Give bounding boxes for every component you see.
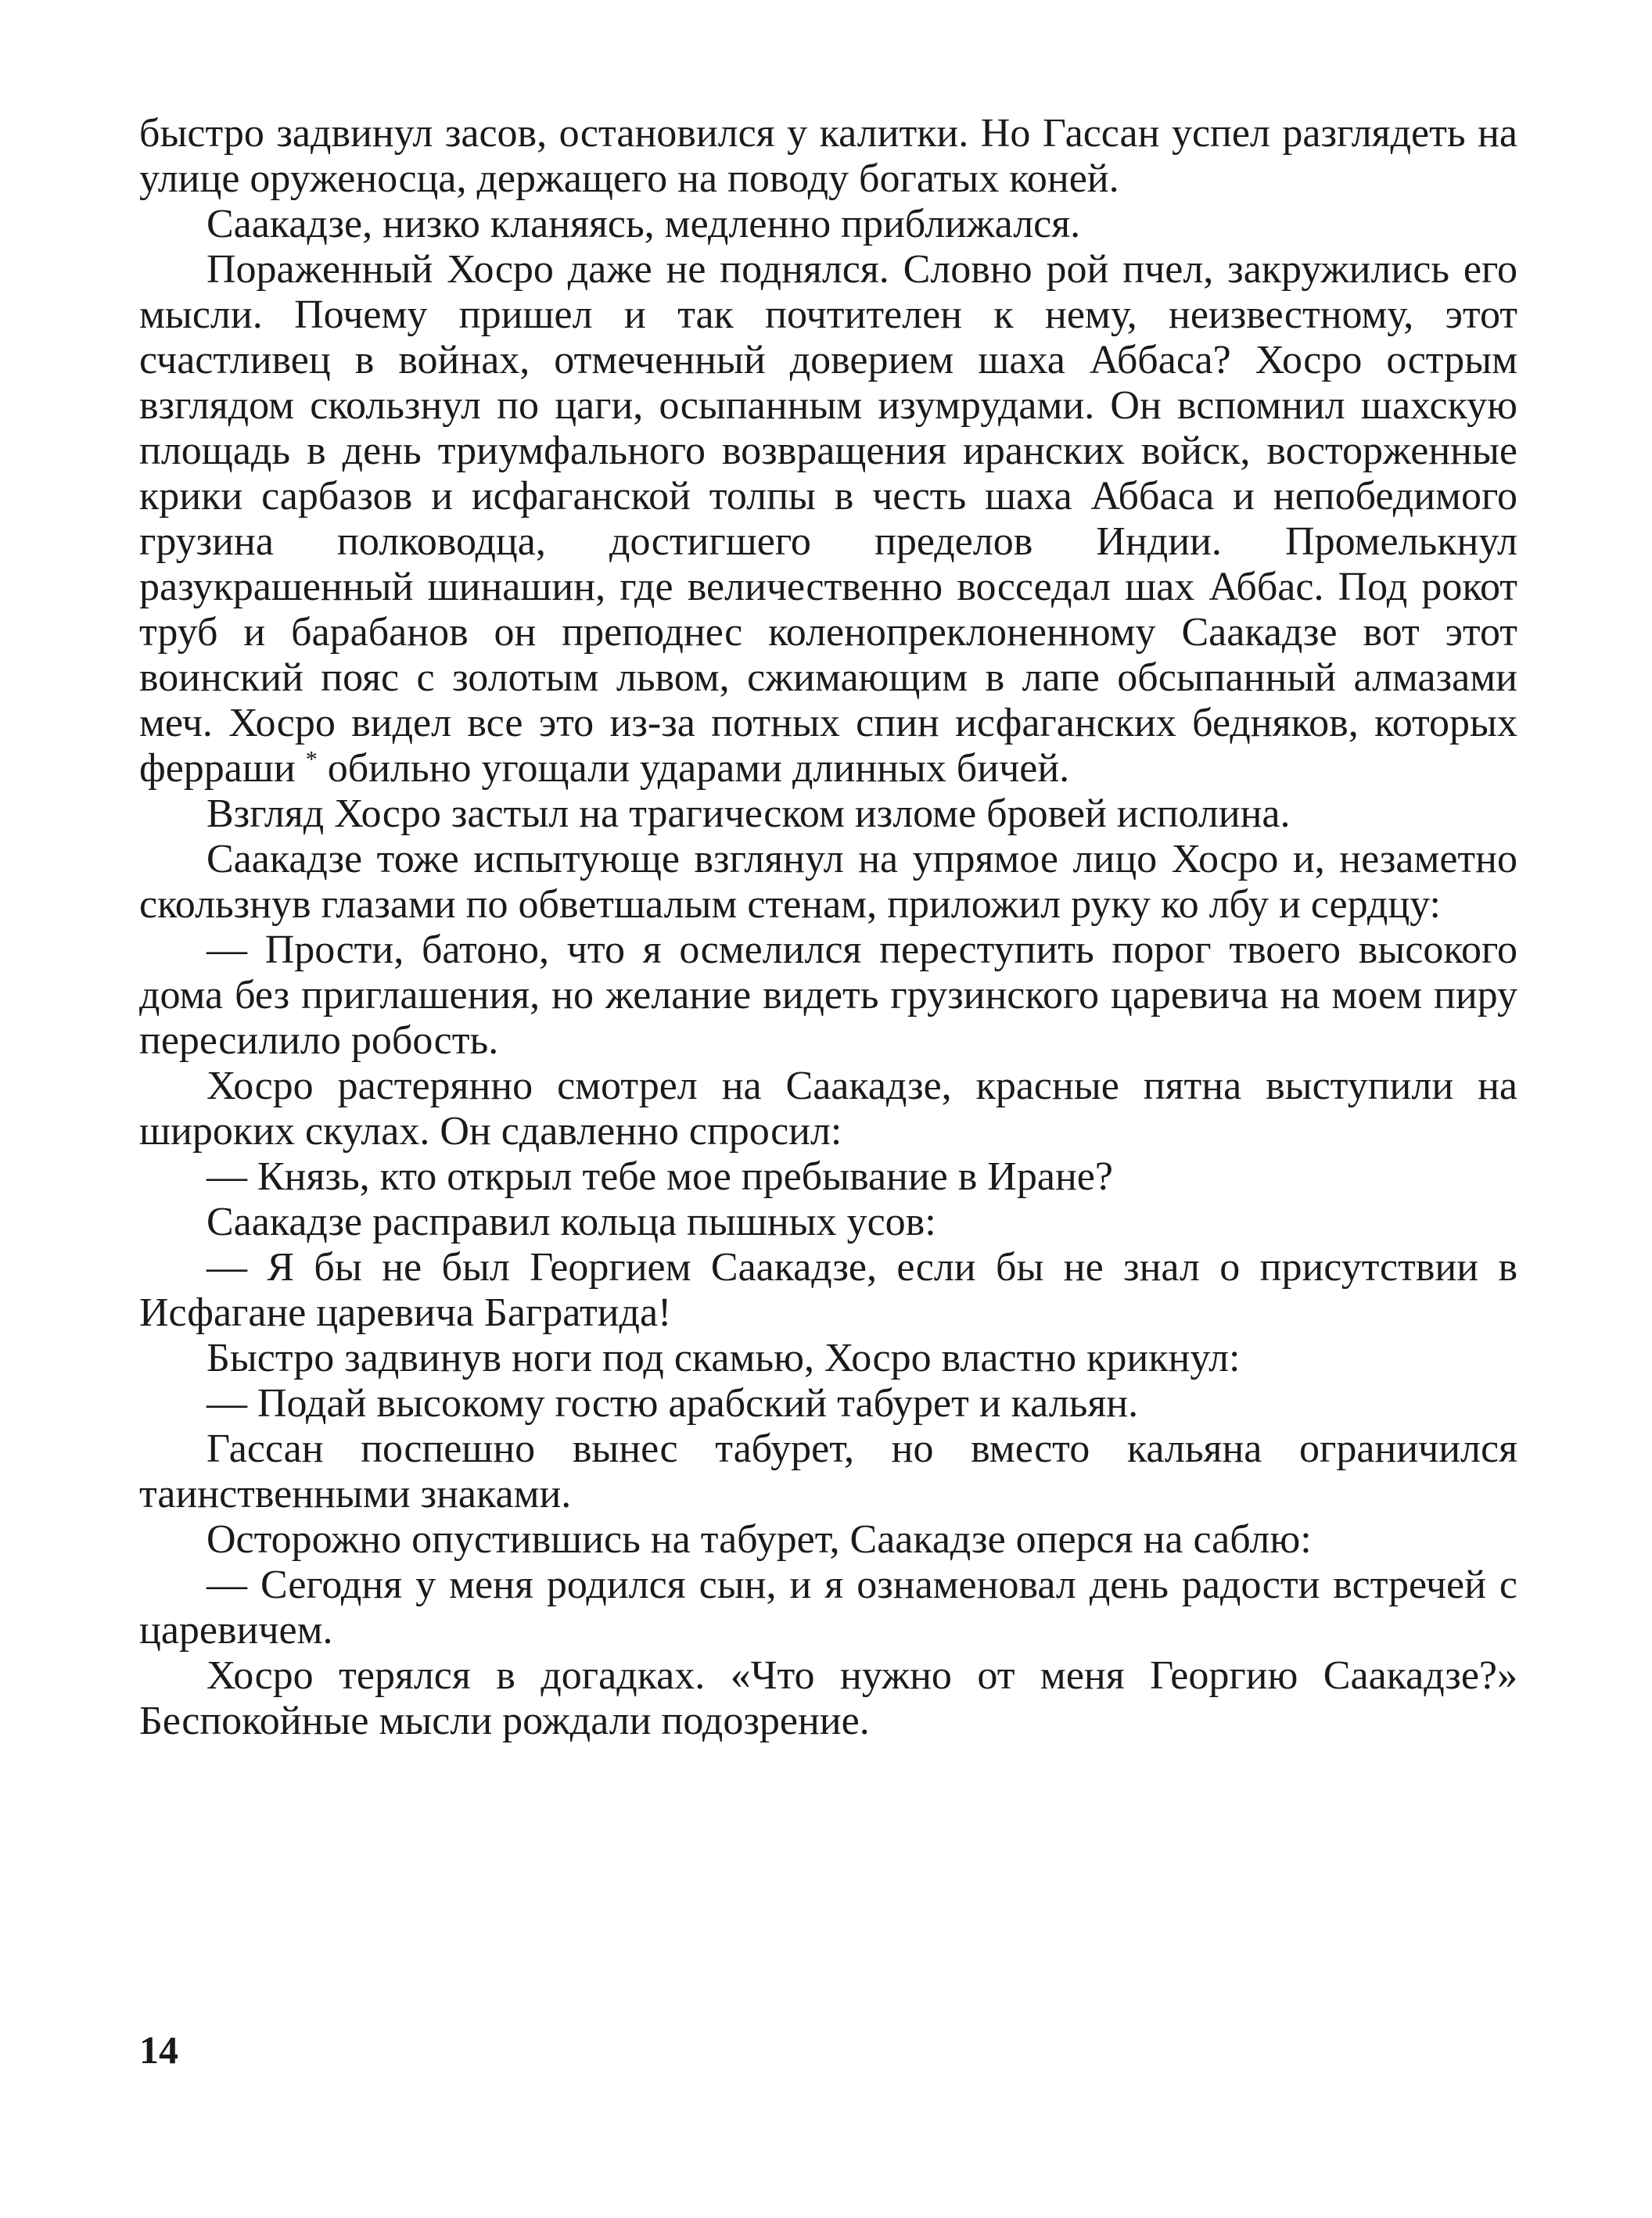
paragraph-1: быстро задвинул засов, остановился у калитки. Но Гассан успел разглядеть на улице оруженосца, держащего на поводу богатых коней. xyxy=(139,111,1517,201)
paragraph-2: Саакадзе, низко кланяясь, медленно приближался. xyxy=(206,202,1081,246)
body-text xyxy=(139,111,1517,1744)
paragraph-16: Хосро терялся в догадках. «Что нужно от меня Георгию Саакадзе?» Беспокойные мысли рождали подозрение. xyxy=(139,1653,1517,1743)
paragraph-3-text: Пораженный Хосро даже не поднялся. Словно рой пчел, закружились его мысли. Почему пришел и так почтителен к нему, неизвестному, этот счастливец в войнах, отмеченный доверием шаха Аббаса? Хосро острым взглядом скользнул по цаги, осыпанным изумрудами. Он вспомнил шахскую площадь в день триумфального возвращения иранских войск, восторженные крики сарбазов и исфаганской толпы в честь шаха Аббаса и непобедимого грузина полководца, достигшего пределов Индии. Промелькнул разукрашенный шинашин, где величественно восседал шах Аббас. Под рокот труб и барабанов он преподнес коленопреклоненному Саакадзе вот этот воинский пояс с золотым львом, сжимающим в лапе обсыпанный алмазами меч. Хосро видел все это из-за потных спин исфаганских бедняков, которых ферраши xyxy=(139,247,1517,791)
paragraph-7: Хосро растерянно смотрел на Саакадзе, красные пятна выступили на широких скулах. Он сдавленно спросил: xyxy=(139,1064,1517,1154)
paragraph-10: — Я бы не был Георгием Саакадзе, если бы не знал о присутствии в Исфагане царевича Багратида! xyxy=(139,1245,1517,1335)
page-number: 14 xyxy=(139,2028,178,2072)
paragraph-8: — Князь, кто открыл тебе мое пребывание в Иране? xyxy=(206,1154,1113,1199)
paragraph-6: — Прости, батоно, что я осмелился переступить порог твоего высокого дома без приглашения, но желание видеть грузинского царевича на моем пиру пересилило робость. xyxy=(139,928,1517,1063)
paragraph-4: Взгляд Хосро застыл на трагическом изломе бровей исполина. xyxy=(206,791,1291,836)
paragraph-5: Саакадзе тоже испытующе взглянул на упрямое лицо Хосро и, незаметно скользнув глазами по обветшалым стенам, приложил руку ко лбу и сердцу: xyxy=(139,837,1517,927)
paragraph-12: — Подай высокому гостю арабский табурет и кальян. xyxy=(206,1381,1139,1426)
paragraph-14: Осторожно опустившись на табурет, Саакадзе оперся на саблю: xyxy=(206,1517,1312,1562)
paragraph-3 xyxy=(139,247,1517,791)
footnote-marker: * xyxy=(305,746,318,773)
paragraph-9: Саакадзе расправил кольца пышных усов: xyxy=(206,1200,936,1244)
paragraph-15: — Сегодня у меня родился сын, и я ознаменовал день радости встречей с царевичем. xyxy=(139,1563,1517,1653)
paragraph-13: Гассан поспешно вынес табурет, но вместо кальяна ограничился таинственными знаками. xyxy=(139,1427,1517,1516)
paragraph-11: Быстро задвинув ноги под скамью, Хосро властно крикнул: xyxy=(206,1336,1241,1380)
paragraph-3-tail: обильно угощали ударами длинных бичей. xyxy=(327,746,1070,791)
